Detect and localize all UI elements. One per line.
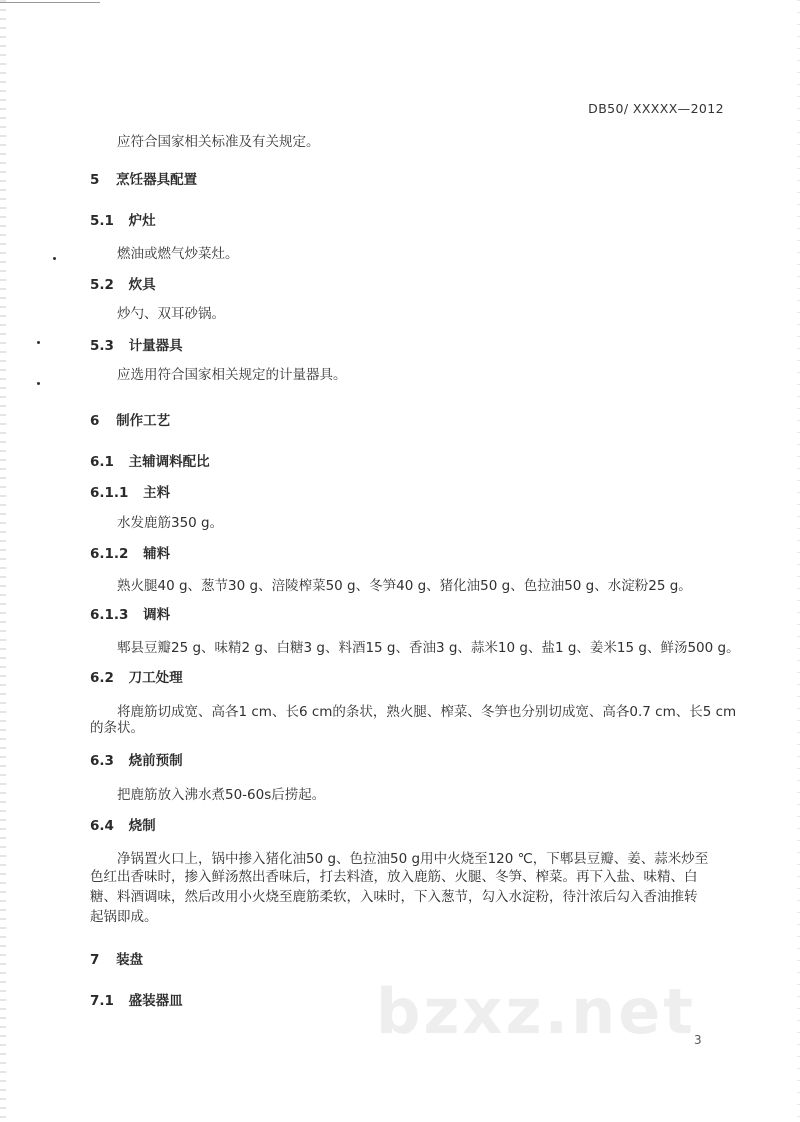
section-number: 7 (90, 952, 100, 968)
body-text: 将鹿筋切成宽、高各1 cm、长6 cm的条状，熟火腿、榨菜、冬笋也分别切成宽、高各0.7 cm、长5 cm (117, 704, 737, 720)
subsection-heading (90, 817, 156, 835)
body-text: 熟火腿40 g、葱节30 g、涪陵榨菜50 g、冬笋40 g、猪化油50 g、色拉油50 g、水淀粉25 g。 (117, 578, 692, 594)
section-number: 6.1.2 (90, 546, 129, 562)
body-text: 糖、料酒调味，然后改用小火烧至鹿筋柔软，入味时，下入葱节，勾入水淀粉，待汁浓后勾入香油推转 (90, 889, 698, 905)
section-title: 装盘 (116, 952, 144, 968)
subsection-heading (90, 606, 170, 624)
section-number: 5.2 (90, 277, 114, 293)
scan-speck (53, 257, 56, 260)
section-title: 盛装器皿 (128, 993, 183, 1009)
section-number: 6.4 (90, 818, 114, 834)
subsection-heading (90, 752, 183, 770)
subsection-heading (90, 992, 183, 1010)
body-text: 色红出香味时，掺入鲜汤熬出香味后，打去料渣，放入鹿筋、火腿、冬笋、榨菜。再下入盐、味精、白 (90, 869, 698, 885)
section-number: 6.1.1 (90, 485, 129, 501)
body-text: 的条状。 (90, 720, 144, 736)
subsection-heading (90, 484, 170, 502)
section-number: 6 (90, 413, 100, 429)
body-text: 净锅置火口上，锅中掺入猪化油50 g、色拉油50 g用中火烧至120 ℃，下郫县豆瓣、姜、蒜米炒至 (117, 851, 709, 867)
section-title: 计量器具 (128, 338, 183, 354)
section-title: 烧前预制 (128, 753, 183, 769)
section-title: 辅料 (143, 546, 171, 562)
subsection-heading (90, 545, 170, 563)
section-number: 7.1 (90, 993, 114, 1009)
scan-edge-line (0, 2, 100, 3)
subsection-heading (90, 337, 183, 355)
section-number: 5.3 (90, 338, 114, 354)
section-title: 主料 (143, 485, 171, 501)
body-text: 燃油或燃气炒菜灶。 (117, 246, 239, 262)
subsection-heading (90, 212, 156, 230)
section-title: 炉灶 (128, 213, 156, 229)
scan-left-edge (0, 0, 6, 1122)
body-text: 把鹿筋放入沸水煮50-60s后捞起。 (117, 787, 326, 803)
section-title: 炊具 (128, 277, 156, 293)
section-title: 烧制 (128, 818, 156, 834)
body-text: 应符合国家相关标准及有关规定。 (117, 134, 320, 150)
scan-speck (37, 341, 40, 344)
section-number: 6.3 (90, 753, 114, 769)
section-title: 烹饪器具配置 (116, 172, 198, 188)
section-number: 6.1.3 (90, 607, 129, 623)
subsection-heading (90, 276, 156, 294)
page-number: 3 (694, 1033, 702, 1047)
body-text: 应选用符合国家相关规定的计量器具。 (117, 367, 347, 383)
document-code: DB50/ XXXXX—2012 (588, 101, 724, 116)
section-number: 6.1 (90, 454, 114, 470)
body-text: 水发鹿筋350 g。 (117, 515, 224, 531)
body-text: 炒勺、双耳砂锅。 (117, 306, 225, 322)
section-heading (90, 951, 143, 969)
body-text: 起锅即成。 (90, 909, 158, 925)
watermark: bzxz.net (376, 975, 696, 1048)
section-title: 制作工艺 (116, 413, 171, 429)
section-number: 6.2 (90, 670, 114, 686)
section-title: 调料 (143, 607, 171, 623)
section-heading (90, 412, 170, 430)
subsection-heading (90, 453, 210, 471)
scan-speck (37, 382, 40, 385)
section-title: 主辅调料配比 (128, 454, 210, 470)
section-heading (90, 171, 197, 189)
section-title: 刀工处理 (128, 670, 183, 686)
body-text: 郫县豆瓣25 g、味精2 g、白糖3 g、料酒15 g、香油3 g、蒜米10 g、盐1 g、姜米15 g、鲜汤500 g。 (117, 640, 740, 656)
section-number: 5.1 (90, 213, 114, 229)
subsection-heading (90, 669, 183, 687)
section-number: 5 (90, 172, 100, 188)
